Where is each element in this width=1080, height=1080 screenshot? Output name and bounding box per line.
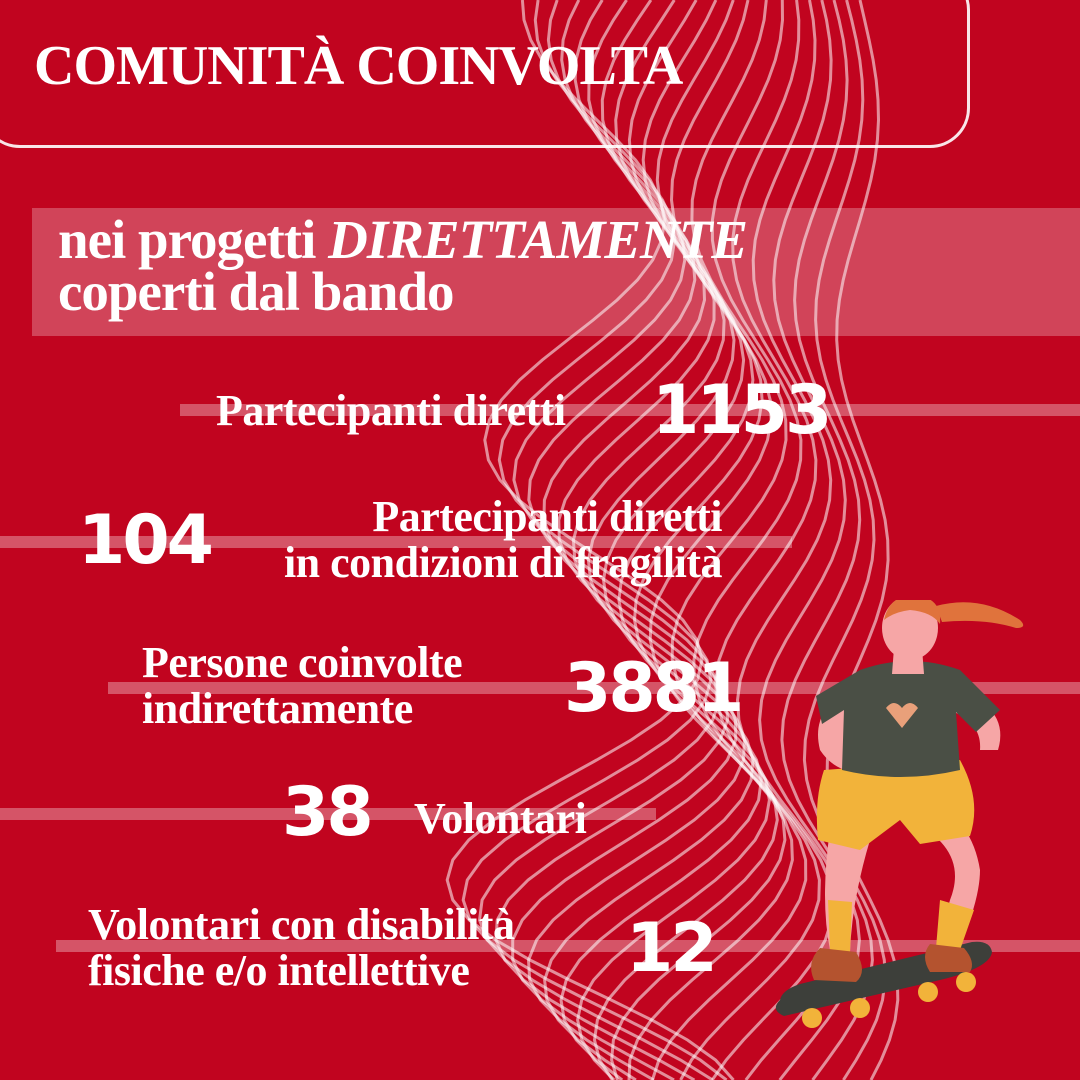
skateboarder-illustration [760, 600, 1080, 1060]
stat-value-volontari-disabilita: 12 [626, 909, 715, 988]
page-title: COMUNITÀ COINVOLTA [34, 35, 683, 97]
stat-label-indirette-line2: indirettamente [142, 684, 413, 733]
stat-label-volontari: Volontari [414, 794, 587, 843]
subtitle-line2: coperti dal bando [58, 261, 454, 322]
subtitle-prefix: nei progetti [58, 209, 329, 270]
stat-label-volontari-disabilita-line2: fisiche e/o intellettive [88, 946, 470, 995]
stat-label-indirette-line1: Persone coinvolte [142, 638, 463, 687]
stat-label-partecipanti: Partecipanti diretti [216, 386, 566, 435]
stat-value-volontari: 38 [282, 773, 371, 852]
stat-label-volontari-disabilita [88, 902, 514, 994]
stat-label-fragilita-line1: Partecipanti diretti [372, 492, 722, 541]
stat-value-fragilita: 104 [78, 501, 211, 580]
stat-label-volontari-disabilita-line1: Volontari con disabilità [88, 900, 515, 949]
stat-label-fragilita-line2: in condizioni di fragilità [283, 538, 722, 587]
subtitle-emphasis: DIRETTAMENTE [328, 209, 748, 270]
stat-label-fragilita [222, 494, 722, 586]
subtitle [58, 209, 748, 322]
stat-value-indirette: 3881 [564, 649, 742, 728]
stat-value-partecipanti: 1153 [652, 371, 830, 450]
stat-label-indirette [142, 640, 462, 732]
